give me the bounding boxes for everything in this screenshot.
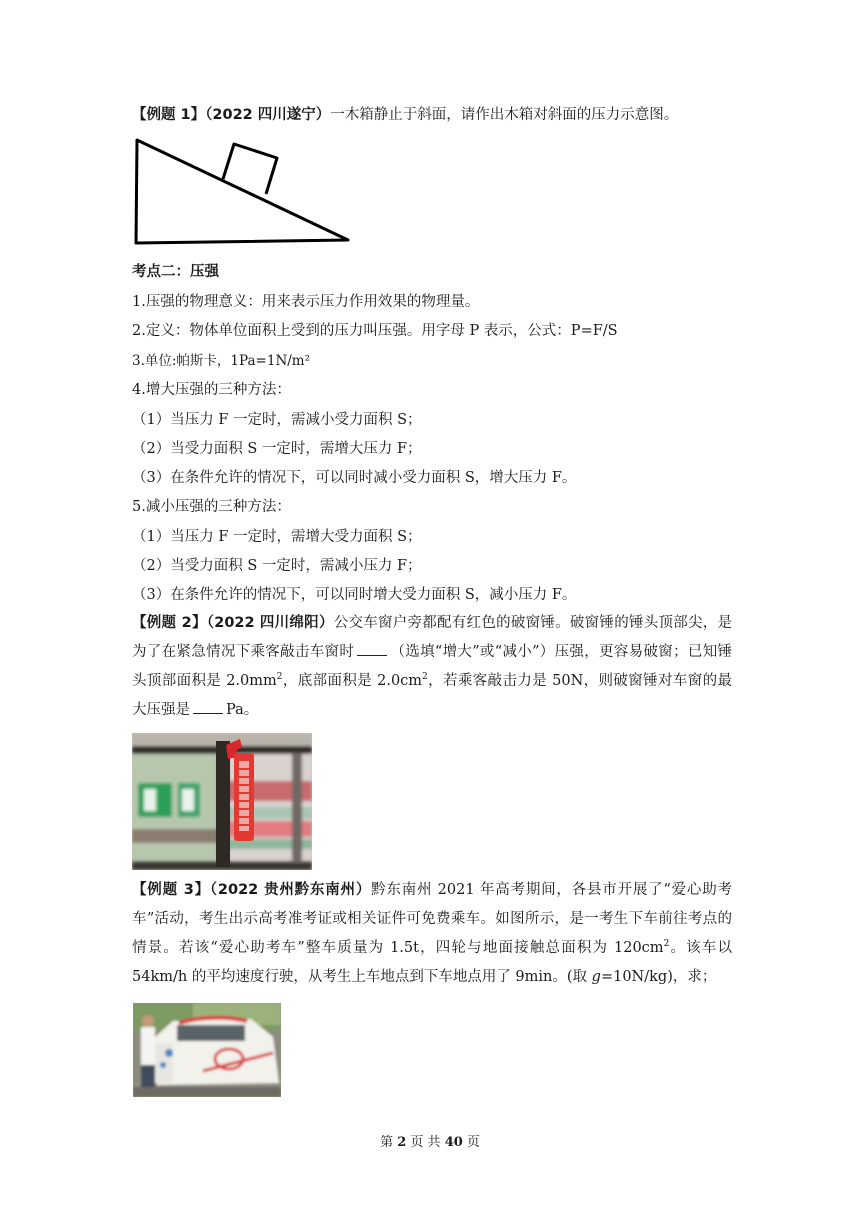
page-footer [0, 1131, 860, 1150]
method-line: （1）当压力 F 一定时，需减小受力面积 S； [132, 412, 422, 428]
example-1-text: 一木箱静止于斜面，请作出木箱对斜面的压力示意图。 [330, 107, 679, 123]
superscript: 2 [663, 939, 670, 950]
answer-blank[interactable] [193, 699, 223, 714]
example-3-text: =10N/kg)，求； [600, 969, 717, 985]
example-2-tag: 【例题 2】 [132, 615, 207, 631]
definition-line: 3.单位:帕斯卡，1Pa=1N/m² [132, 353, 311, 369]
example-1-tag: 【例题 1】 [132, 107, 206, 123]
wooden-box [223, 144, 277, 194]
example-3-variable: g [591, 969, 601, 985]
bus-window-hammer-photo [132, 733, 312, 870]
example-2-text: Pa。 [226, 702, 259, 718]
example-2-text: 公交车窗户旁都配有红色的破窗锤。破窗锤的锤头顶部尖，是为了在紧急情况下乘客敲击车窗时 [132, 615, 733, 660]
example-3-source: （2022 贵州黔东南州） [209, 882, 372, 898]
method-line: （3）在条件允许的情况下，可以同时增大受力面积 S，减小压力 F。 [132, 587, 577, 603]
incline-box-figure [128, 132, 358, 250]
exam-car-photo [133, 1003, 281, 1097]
total-pages: 40 [444, 1135, 463, 1150]
example-2-text: （选填“增大”或“减小”）压强，更容易破窗；已知锤头顶部面积是 2.0mm [132, 644, 733, 689]
footer-text: 页 [466, 1135, 480, 1150]
method-line: （1）当压力 F 一定时，需增大受力面积 S； [132, 529, 422, 545]
exam-car-image [133, 1003, 281, 1097]
section-2-title: 考点二：压强 [132, 264, 219, 280]
definition-line: 1.压强的物理意义：用来表示压力作用效果的物理量。 [132, 294, 480, 310]
incline-triangle [136, 140, 348, 243]
example-3-tag: 【例题 3】 [132, 882, 210, 898]
definition-line: 4.增大压强的三种方法： [132, 382, 291, 398]
superscript: 2 [276, 672, 283, 683]
footer-text: 页 共 [410, 1135, 441, 1150]
method-line: （2）当受力面积 S 一定时，需增大压力 F； [132, 441, 422, 457]
example-3-text: 。该车以 54km/h 的平均速度行驶，从考生上车地点到下车地点用了 9min。(取 [132, 940, 732, 985]
method-line: （3）在条件允许的情况下，可以同时减小受力面积 S，增大压力 F。 [132, 470, 577, 486]
example-3-text: 黔东南州 2021 年高考期间，各县市开展了“爱心助考车”活动，考生出示高考准考证或相关证件可免费乘车。如图所示，是一考生下车前往考点的情景。若该“爱心助考车”整车质量为 1.5t，四轮与地面接触总面积为 120cm [132, 882, 733, 956]
footer-text: 第 [380, 1135, 394, 1150]
example-2-question [132, 609, 732, 725]
definition-line: 2.定义：物体单位面积上受到的压力叫压强。用字母 P 表示，公式：P=F/S [132, 323, 618, 339]
example-2-text: ，若乘客敲击力是 50N，则破窗锤对车窗的最大压强是 [132, 673, 732, 718]
example-1-question [132, 105, 678, 125]
example-1-source: （2022 四川遂宁） [205, 107, 331, 123]
current-page-number: 2 [397, 1135, 407, 1150]
section-2-heading [132, 262, 219, 282]
example-2-text: ，底部面积是 2.0cm [282, 673, 423, 689]
answer-blank[interactable] [357, 641, 387, 656]
example-3-question [132, 876, 732, 992]
definition-line: 5.减小压强的三种方法： [132, 499, 291, 515]
bus-window-hammer-image [132, 733, 312, 870]
example-2-source: （2022 四川绵阳） [206, 615, 334, 631]
method-line: （2）当受力面积 S 一定时，需减小压力 F； [132, 558, 422, 574]
superscript: 2 [422, 672, 428, 683]
